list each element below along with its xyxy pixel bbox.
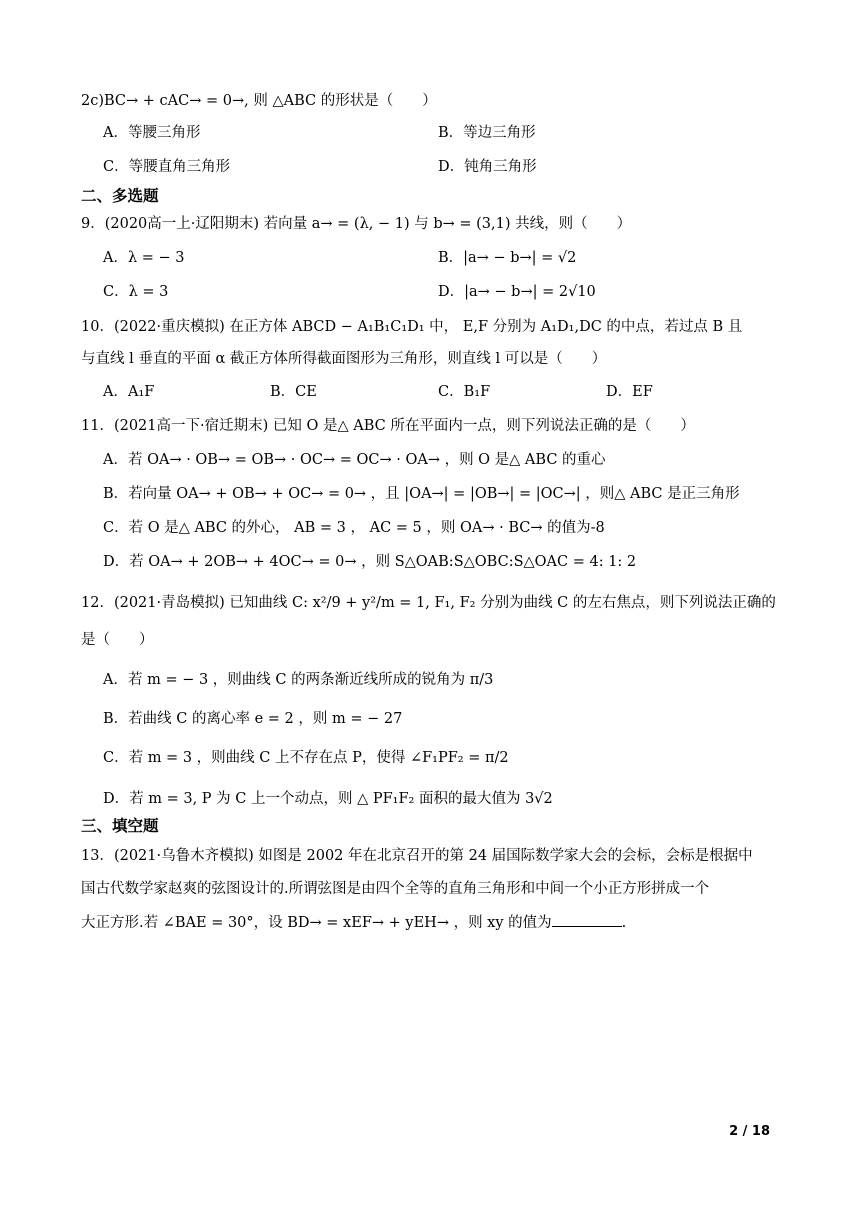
q12-line2: 是（ ） bbox=[81, 632, 154, 648]
q8-stem: 2c)BC→ + cAC→ = 0→, 则 △ABC 的形状是（ ） bbox=[81, 93, 437, 109]
q8-option-d: D．钝角三角形 bbox=[438, 159, 537, 175]
q12-option-b: B．若曲线 C 的离心率 e = 2 ，则 m = − 27 bbox=[103, 711, 403, 727]
q11-option-c: C．若 O 是△ ABC 的外心， AB = 3 ， AC = 5 ，则 OA→ · BC→ 的值为-8 bbox=[103, 520, 605, 536]
q13-line3 bbox=[81, 912, 626, 933]
section-fill-in: 三、填空题 bbox=[81, 817, 159, 835]
q11-option-a: A．若 OA→ · OB→ = OB→ · OC→ = OC→ · OA→ ，则 O 是△ ABC 的重心 bbox=[103, 452, 606, 468]
q10-option-a: A．A₁F bbox=[103, 384, 155, 400]
page-number: 2 / 18 bbox=[729, 1124, 770, 1139]
q10-option-c: C．B₁F bbox=[438, 384, 491, 400]
q9-stem: 9．(2020高一上·辽阳期末) 若向量 a→ = (λ, − 1) 与 b→ = (3,1) 共线，则（ ） bbox=[81, 216, 632, 232]
q10-line1: 10．(2022·重庆模拟) 在正方体 ABCD − A₁B₁C₁D₁ 中， E,F 分别为 A₁D₁,DC 的中点，若过点 B 且 bbox=[81, 319, 743, 335]
q9-option-b: B．|a→ − b→| = √2 bbox=[438, 250, 577, 266]
q11-stem: 11．(2021高一下·宿迁期末) 已知 O 是△ ABC 所在平面内一点，则下列说法正确的是（ ） bbox=[81, 418, 695, 434]
q10-option-b: B．CE bbox=[270, 384, 317, 400]
section-multiple-choice: 二、多选题 bbox=[81, 187, 159, 205]
answer-blank bbox=[552, 912, 622, 927]
q10-line2: 与直线 l 垂直的平面 α 截正方体所得截面图形为三角形，则直线 l 可以是（ ） bbox=[81, 351, 607, 367]
q12-option-c: C．若 m = 3 ，则曲线 C 上不存在点 P，使得 ∠F₁PF₂ = π/2 bbox=[103, 750, 509, 766]
q9-option-c: C．λ = 3 bbox=[103, 284, 169, 300]
q8-option-a: A．等腰三角形 bbox=[103, 125, 201, 141]
q12-option-a: A．若 m = − 3 ，则曲线 C 的两条渐近线所成的锐角为 π/3 bbox=[103, 672, 494, 688]
q11-option-d: D．若 OA→ + 2OB→ + 4OC→ = 0→ ，则 S△OAB:S△OBC:S△OAC = 4: 1: 2 bbox=[103, 554, 637, 570]
q12-option-d: D．若 m = 3, P 为 C 上一个动点，则 △ PF₁F₂ 面积的最大值为 3√2 bbox=[103, 791, 553, 807]
q11-option-b: B．若向量 OA→ + OB→ + OC→ = 0→ ，且 |OA→| = |OB→| = |OC→| ，则△ ABC 是正三角形 bbox=[103, 486, 740, 502]
q9-option-a: A．λ = − 3 bbox=[103, 250, 185, 266]
q12-line1: 12．(2021·青岛模拟) 已知曲线 C: x²/9 + y²/m = 1, F₁, F₂ 分别为曲线 C 的左右焦点，则下列说法正确的 bbox=[81, 595, 776, 611]
q13-line3-text: 大正方形.若 ∠BAE = 30°，设 BD→ = xEF→ + yEH→ ，则 xy 的值为 bbox=[81, 915, 552, 931]
q13-line1: 13．(2021·乌鲁木齐模拟) 如图是 2002 年在北京召开的第 24 届国际数学家大会的会标，会标是根据中 bbox=[81, 848, 753, 864]
q9-option-d: D．|a→ − b→| = 2√10 bbox=[438, 284, 596, 300]
q8-option-c: C．等腰直角三角形 bbox=[103, 159, 231, 175]
q10-option-d: D．EF bbox=[606, 384, 653, 400]
q8-option-b: B．等边三角形 bbox=[438, 125, 536, 141]
q13-line2: 国古代数学家赵爽的弦图设计的.所谓弦图是由四个全等的直角三角形和中间一个小正方形拼成一个 bbox=[81, 881, 710, 897]
q13-line3-end: . bbox=[621, 915, 627, 931]
